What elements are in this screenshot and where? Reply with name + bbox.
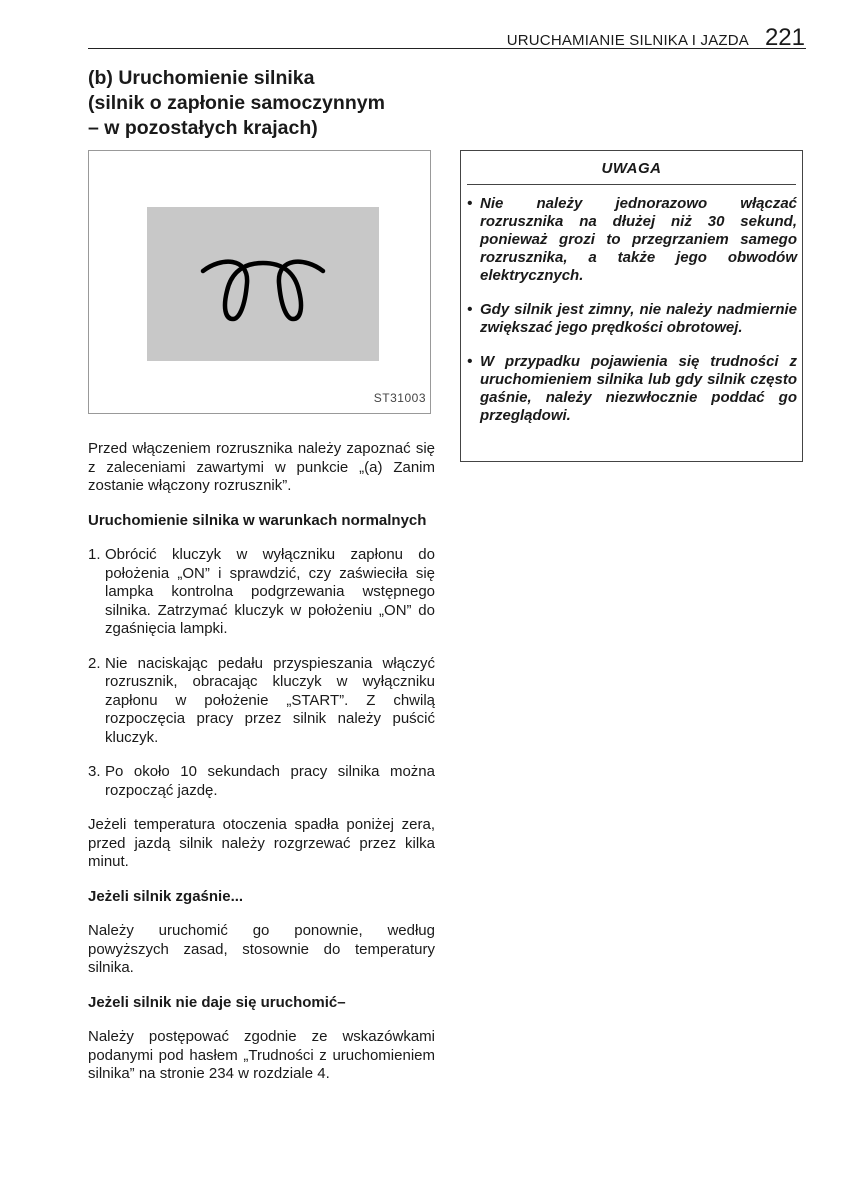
- warning-text: Gdy silnik jest zimny, nie należy nadmiernie zwiększać jego prędkości obrotowej.: [480, 301, 797, 336]
- step-number: 3.: [88, 763, 101, 780]
- bullet-icon: •: [467, 353, 473, 370]
- list-item: [88, 546, 435, 639]
- intro-paragraph: Przed włączeniem rozrusznika należy zapoznać się z zaleceniami zawartymi w punkcie „(a) Zanim zostanie włączony rozrusznik”.: [88, 440, 435, 494]
- step-number: 2.: [88, 654, 101, 672]
- step-text: Po około 10 sekundach pracy silnika można rozpocząć jazdę.: [105, 763, 435, 799]
- no-start-paragraph: Należy postępować zgodnie ze wskazówkami podanymi pod hasłem „Trudności z uruchomieniem silnika” na stronie 234 w rozdziale 4.: [88, 1028, 435, 1082]
- page-number: 221: [764, 24, 805, 51]
- indicator-panel: [147, 207, 379, 361]
- running-header: URUCHAMIANIE SILNIKA I JAZDA: [506, 32, 749, 49]
- list-item: [88, 655, 435, 748]
- list-item: [467, 195, 797, 285]
- glow-plug-coil-icon: [147, 207, 379, 361]
- header-rule: [88, 48, 806, 49]
- warning-text: Nie należy jednorazowo włączać rozrusznika na dłużej niż 30 sekund, ponieważ grozi to przegrzaniem samego rozrusznika, a także jego obwodów elektrycznych.: [480, 195, 797, 284]
- no-start-heading: Jeżeli silnik nie daje się uruchomić–: [88, 993, 346, 1011]
- figure-code: ST31003: [373, 391, 426, 405]
- warning-list: [467, 195, 797, 425]
- step-text: Nie naciskając pedału przyspieszania włączyć rozrusznik, obracając kluczyk w wyłączniku zapłonu w położenie „START”. Z chwilą rozpoczęcia pracy przez silnik należy puścić kluczyk.: [105, 654, 435, 746]
- cold-weather-paragraph: Jeżeli temperatura otoczenia spadła poniżej zera, przed jazdą silnik należy rozgrzewać przez kilka minut.: [88, 816, 435, 870]
- list-item: [467, 353, 797, 425]
- warning-title: UWAGA: [601, 160, 662, 177]
- main-text: [88, 440, 435, 1084]
- section-title-line: (b) Uruchomienie silnika: [88, 67, 315, 89]
- engine-stall-heading: Jeżeli silnik zgaśnie...: [88, 887, 244, 905]
- warning-divider: [467, 184, 796, 185]
- list-item: [88, 763, 435, 800]
- start-steps-list: [88, 546, 435, 800]
- section-title-line: – w pozostałych krajach): [88, 117, 318, 139]
- section-title-line: (silnik o zapłonie samoczynnym: [88, 92, 385, 114]
- bullet-icon: •: [467, 195, 473, 212]
- step-number: 1.: [88, 546, 101, 563]
- engine-stall-paragraph: Należy uruchomić go ponownie, według powyższych zasad, stosownie do temperatury silnika.: [88, 922, 435, 976]
- indicator-figure: [88, 150, 431, 414]
- warning-box: [460, 150, 803, 462]
- normal-start-heading: Uruchomienie silnika w warunkach normalnych: [88, 511, 427, 529]
- list-item: [467, 301, 797, 337]
- section-title: [88, 66, 448, 141]
- step-text: Obrócić kluczyk w wyłączniku zapłonu do położenia „ON” i sprawdzić, czy zaświeciła się lampka kontrolna podgrzewania wstępnego silnika. Zatrzymać kluczyk w położeniu „ON” do zgaśnięcia lampki.: [105, 546, 435, 637]
- bullet-icon: •: [467, 301, 473, 318]
- warning-text: W przypadku pojawienia się trudności z uruchomieniem silnika lub gdy silnik często gaśnie, należy niezwłocznie poddać go przeglądowi.: [480, 353, 797, 424]
